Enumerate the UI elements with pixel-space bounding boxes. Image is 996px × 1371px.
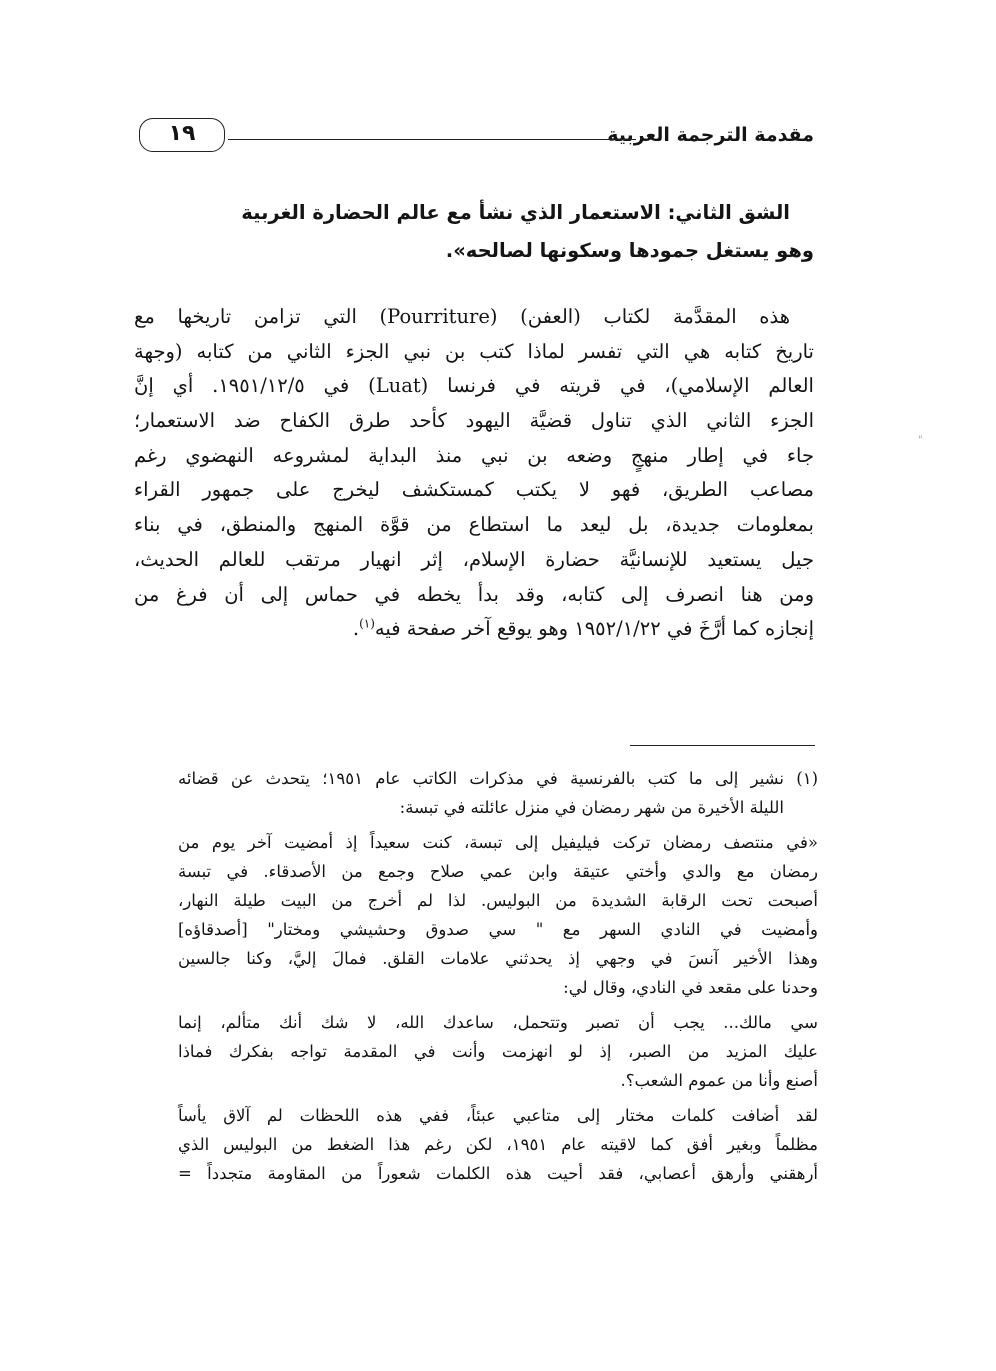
footnote-line: رمضان مع والدي وأختي عتيقة وابن عمي صلاح وجمع من الأصدقاء. في تبسة [178, 862, 818, 881]
body-line-10-text: إنجازه كما أرَّخَ في ١٩٥٢/١/٢٢ وهو يوقع آخر صفحة فيه [374, 617, 814, 641]
footnote-line: (١) نشير إلى ما كتب بالفرنسية في مذكرات الكاتب عام ١٩٥١؛ يتحدث عن قضائه [178, 769, 818, 788]
header-rule [228, 139, 636, 140]
footnote-line: سي مالك... يجب أن تصبر وتتحمل، ساعدك الله، لا شك أنك متألم، إنما [178, 1013, 818, 1032]
footnote-line: أصنع وأنا من عموم الشعب؟. [620, 1071, 818, 1090]
body-line-5: جاء في إطار منهجٍ وضعه بن نبي منذ البداية لمشروعه النهضوي رغم [134, 443, 814, 467]
margin-mark: " [918, 435, 923, 446]
quote-block [154, 194, 814, 270]
body-line-1: هذه المقدَّمة لكتاب (العفن) (Pourriture) التي تزامن تاريخها مع [134, 305, 790, 328]
footnote-block [178, 764, 818, 1188]
running-header-title: مقدمة الترجمة العربية [607, 124, 814, 146]
body-line-6: مصاعب الطريق، فهو لا يكتب كمستكشف ليخرج على جمهور القراء [134, 478, 814, 502]
body-line-2: تاريخ كتابه هي التي تفسر لماذا كتب بن نبي الجزء الثاني من كتابه (وجهة [134, 339, 814, 363]
body-line-7: بمعلومات جديدة، بل ليعد ما استطاع من قوَّة المنهج والمنطق، في بناء [134, 513, 814, 537]
footnote-line: أصبحت تحت الرقابة الشديدة من البوليس. لذا لم أخرج من البيت طيلة النهار، [178, 891, 818, 910]
footnote-line: أرهقني وأرهق أعصابي، فقد أحيت هذه الكلمات شعوراً من المقاومة متجدداً = [178, 1164, 818, 1183]
footnote-line: وهذا الأخير آنسَ في وجهي إذ يحدثني علامات القلق. فمالَ إليَّ، وكنا جالسين [178, 949, 818, 968]
body-line-10 [134, 612, 814, 647]
footnote-line: مظلماً وبغير أفق كما لاقيته عام ١٩٥١، لكن رغم هذا الضغط من البوليس الذي [178, 1135, 818, 1154]
footnote-line: عليك المزيد من الصبر، إذ لو انهزمت وأنت في المقدمة تواجه بفكرك فماذا [178, 1042, 818, 1061]
main-paragraph [134, 300, 814, 647]
body-line-8: جيل يستعيد للإنسانيَّة حضارة الإسلام، إثر انهيار مرتقب للعالم الحديث، [134, 547, 814, 571]
footnote-line: لقد أضافت كلمات مختار إلى متاعبي عبئاً، ففي هذه اللحظات لم آلاق يأساً [178, 1106, 818, 1125]
quote-line-1: الشق الثاني: الاستعمار الذي نشأ مع عالم الحضارة الغربية [241, 201, 790, 224]
footnote-line: الليلة الأخيرة من شهر رمضان في منزل عائلته في تبسة: [399, 798, 784, 817]
footnote-line: وأمضيت في النادي السهر مع " سي صدوق وحشيشي ومختار" [أصدقاؤه] [178, 920, 818, 939]
quote-line-2: وهو يستغل جمودها وسكونها لصالحه». [445, 239, 814, 262]
footnote-line: وحدنا على مقعد في النادي، وقال لي: [563, 978, 818, 997]
body-line-3: العالم الإسلامي)، في قريته في فرنسا (Luat) في ١٩٥١/١٢/٥. أي إنَّ [134, 374, 814, 398]
footnote-line: «في منتصف رمضان تركت فيليفيل إلى تبسة، كنت سعيداً إذ أمضيت آخر يوم من [178, 833, 818, 852]
footnote-separator [630, 745, 815, 746]
body-line-4: الجزء الثاني الذي تناول قضيَّة اليهود كأحد طرق الكفاح ضد الاستعمار؛ [134, 409, 814, 433]
body-line-9: ومن هنا انصرف إلى كتابه، وقد بدأ يخطه في حماس إلى أن فرغ من [134, 582, 814, 606]
footnote-reference: (١) [359, 616, 375, 631]
body-end-punct: . [352, 617, 360, 641]
page-number: ١٩ [139, 118, 225, 152]
